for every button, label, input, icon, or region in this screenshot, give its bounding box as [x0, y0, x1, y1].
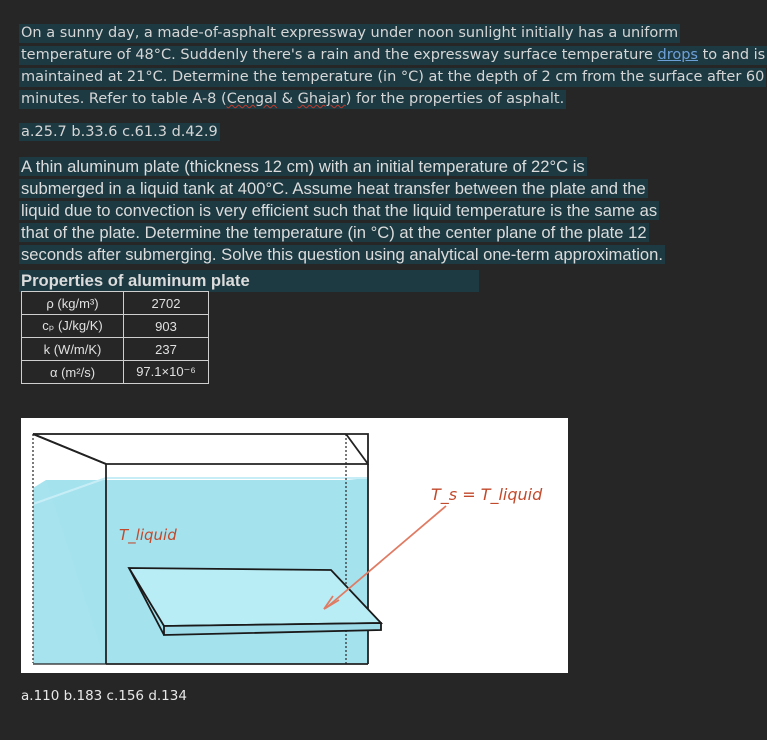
q2-line-1: A thin aluminum plate (thickness 12 cm) with an initial temperature of 22°C is — [21, 157, 585, 176]
q2-line-5: seconds after submerging. Solve this question using analytical one-term approximation. — [21, 245, 663, 264]
table-row — [22, 361, 209, 384]
spelling-ghajar: Ghajar — [297, 91, 346, 107]
q2-line-3: liquid due to convection is very efficient such that the liquid temperature is the same as — [21, 201, 658, 220]
property-name: k (W/m/K) — [22, 338, 124, 361]
q1-line-2: temperature of 48°C. Suddenly there's a rain and the expressway surface temperature — [21, 47, 653, 63]
question-2-options: a.110 b.183 c.156 d.134 — [21, 688, 187, 704]
table-row — [22, 292, 209, 315]
tank-top-edges — [33, 434, 368, 464]
q1-line-3: maintained at 21°C. Determine the temperature (in °C) at the depth of 2 cm from the surface after 60 — [21, 69, 765, 85]
property-value: 237 — [124, 338, 209, 361]
table-row — [22, 315, 209, 338]
question-1-text — [19, 22, 766, 110]
q1-amp: & — [277, 91, 298, 107]
q2-line-4: that of the plate. Determine the temperature (in °C) at the center plane of the plate 12 — [21, 223, 647, 242]
surface-temperature-label: T_s = T_liquid — [431, 485, 543, 504]
property-value: 903 — [124, 315, 209, 338]
property-value: 97.1×10⁻⁶ — [124, 361, 209, 384]
q1-line-4-end: ) for the properties of asphalt. — [345, 91, 565, 107]
properties-table — [21, 291, 209, 384]
property-name: ρ (kg/m³) — [22, 292, 124, 315]
question-2-text — [19, 156, 704, 266]
q1-options-text: a.25.7 b.33.6 c.61.3 d.42.9 — [21, 124, 218, 140]
question-1-options — [19, 122, 220, 142]
tank-edge — [33, 434, 106, 464]
q1-line-4-start: minutes. Refer to table A-8 ( — [21, 91, 227, 107]
properties-table-title: Properties of aluminum plate — [19, 270, 479, 292]
q1-line-1: On a sunny day, a made-of-asphalt expressway under noon sunlight initially has a uniform — [21, 25, 679, 41]
table-row — [22, 338, 209, 361]
tank-illustration — [21, 418, 568, 673]
tank-edge — [346, 434, 368, 464]
q2-line-2: submerged in a liquid tank at 400°C. Assume heat transfer between the plate and the — [21, 179, 646, 198]
liquid-temperature-label: T_liquid — [119, 526, 177, 544]
property-name: α (m²/s) — [22, 361, 124, 384]
spelling-link-drops[interactable]: drops — [657, 47, 698, 63]
property-value: 2702 — [124, 292, 209, 315]
q1-line-2-end: to and is — [702, 47, 766, 63]
property-name: cₚ (J/kg/K) — [22, 315, 124, 338]
tank-diagram — [21, 418, 568, 673]
spelling-cengal: Cengal — [226, 91, 278, 107]
